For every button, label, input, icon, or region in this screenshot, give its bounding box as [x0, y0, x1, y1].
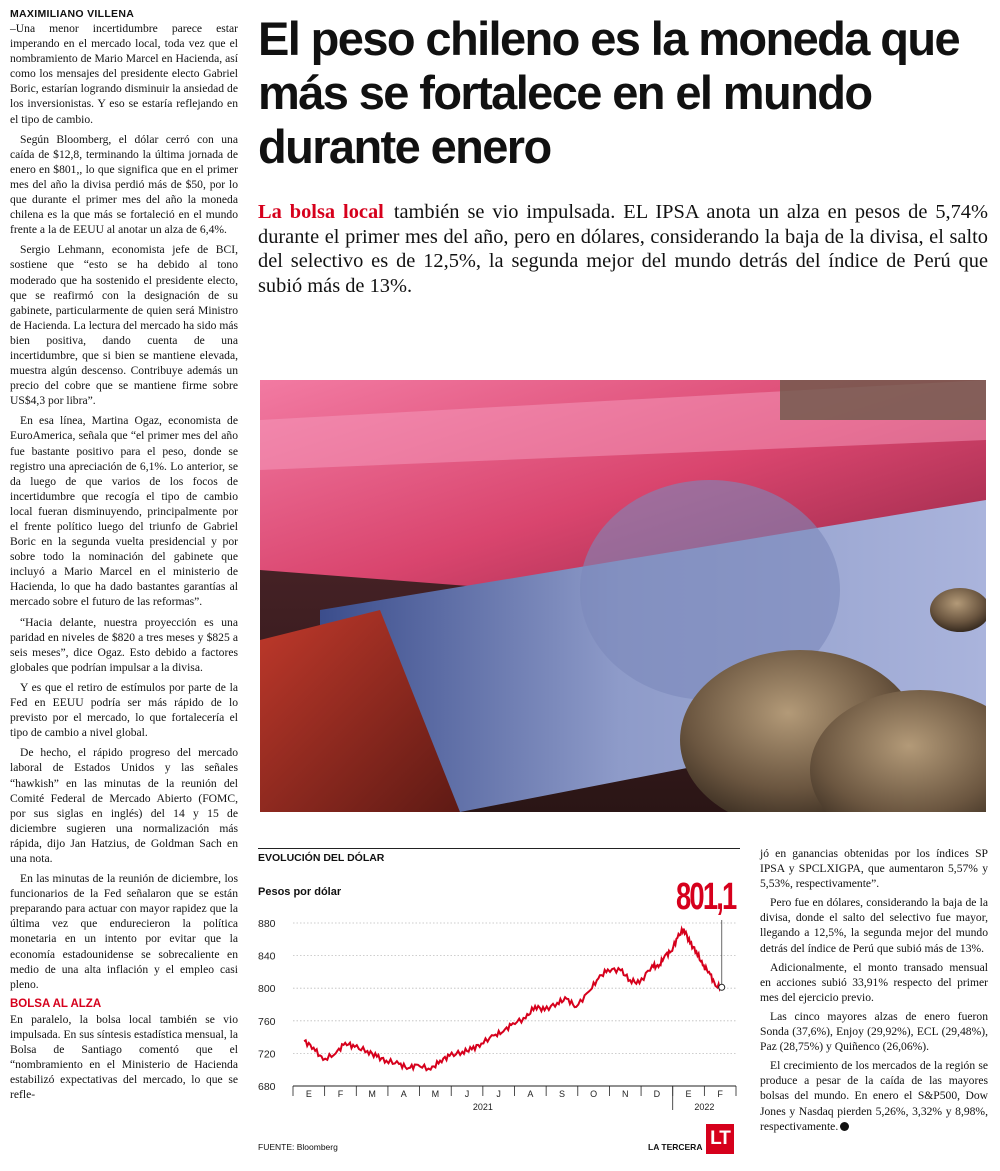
- byline: MAXIMILIANO VILLENA: [10, 8, 135, 20]
- chart-plot: [258, 840, 740, 1140]
- body-paragraph: En las minutas de la reunión de diciembre, los funcionarios de la Fed señalaron que se están preparando para actuar con mayor rapidez que la última vez que endurecieron la política monetaria en un intento por evitar que la economía estadounidense se sobrecaliente en medio de una alta inflación y el empleo casi pleno.: [10, 872, 238, 991]
- body-paragraph: Pero fue en dólares, considerando la baja de la divisa, donde el salto del selectivo fue mayor, llegando a 12,5%, la segunda mejor del mundo detrás del índice de Perú que subió más de 13%.: [760, 896, 988, 955]
- chart-x-tick-label: E: [305, 1089, 312, 1099]
- body-paragraph: En paralelo, la bolsa local también se vio impulsada. En sus síntesis estadística mensual, la Bolsa de Santiago comentó que el “nombramiento en el Ministerio de Hacienda estabilizó expectativas del mercado, lo que se refle-: [10, 1012, 238, 1102]
- body-paragraph: jó en ganancias obtenidas por los índices SP IPSA y SPCLXIGPA, que aumentaron 5,57% y 5,53%, respectivamente”.: [760, 847, 988, 891]
- body-paragraph: Las cinco mayores alzas de enero fueron Sonda (37,6%), Enjoy (29,92%), ECL (29,48%), Paz (28,75%) y Quiñenco (26,06%).: [760, 1009, 988, 1054]
- chart-highlight-value: 801,1: [676, 876, 736, 918]
- brand-name: LA TERCERA: [648, 1142, 703, 1152]
- chart-y-tick-label: 840: [258, 950, 276, 963]
- body-paragraph: De hecho, el rápido progreso del mercado laboral de Estados Unidos y las señales “hawkish” en las minutas de la reunión del Comité Federal de Mercado Abierto (FOMC, por sus siglas en inglés) del 14 y 15 de diciembre sugieren una normalización más rápida, dijo Jan Hatzius, de Goldman Sach en una nota.: [10, 746, 238, 865]
- chart-x-tick-label: J: [496, 1089, 501, 1099]
- body-paragraph: En esa línea, Martina Ogaz, economista de EuroAmerica, señala que “el primer mes del año fue bastante positivo para el peso, donde se registro una apreciación de 6,1%. Lo anterior, se da luego de que varios de los focos de incertidumbre que recogía el tipo de cambio local fueran disminuyendo, principalmente por el frente político luego del triunfo de Gabriel Boric en la segunda vuelta presidencial y por sobre todo la nominación del gabinete que incluyó a Mario Marcel en el ministerio de Hacienda, lo que ha dado bastantes garantías al mercado sobre el futuro de las reformas”.: [10, 414, 238, 609]
- chart-series-line: [304, 929, 722, 1070]
- headline: El peso chileno es la moneda que más se fortalece en el mundo durante enero: [258, 12, 960, 173]
- chart-x-tick-label: F: [717, 1089, 723, 1099]
- body-paragraph: “Hacia delante, nuestra proyección es una paridad en niveles de $820 a tres meses y $825 a seis meses”, dice Ogaz. Esto debido a factores globales que podrían impulsar a la divisa.: [10, 615, 238, 674]
- chart-end-point: [719, 984, 725, 990]
- chart-x-tick-label: A: [400, 1089, 407, 1099]
- chart-x-tick-label: O: [590, 1089, 598, 1099]
- dollar-chart: [258, 840, 740, 1160]
- chart-y-tick-label: 880: [258, 918, 276, 930]
- chart-x-tick-label: M: [431, 1089, 440, 1099]
- end-of-article-icon: [840, 1122, 849, 1131]
- chart-x-tick-label: A: [527, 1089, 534, 1099]
- chart-year-label: 2022: [694, 1102, 715, 1112]
- chart-y-tick-label: 720: [258, 1048, 276, 1061]
- brand-logo: LT: [706, 1124, 734, 1154]
- chart-source: FUENTE: Bloomberg: [258, 1142, 338, 1152]
- chart-x-tick-label: E: [685, 1089, 692, 1099]
- lead-paragraph: [258, 200, 988, 298]
- chart-y-label: Pesos por dólar: [258, 886, 342, 898]
- body-paragraph: Según Bloomberg, el dólar cerró con una caída de $12,8, terminando la última jornada de enero en $801,, lo que significa que en el primer mes del año la divisa perdió más de $50, por lo que durante el primer mes del año la moneda chilena es la que más se fortaleció en el mundo frente a la de EEUU al anotar un alza de 6,4%.: [10, 132, 238, 237]
- body-paragraph: [760, 1058, 988, 1133]
- body-paragraph: Adicionalmente, el monto transado mensual en acciones subió 33,91% respecto del primer mes del ejercicio previo.: [760, 960, 988, 1004]
- chart-x-tick-label: F: [337, 1089, 344, 1099]
- right-text-column: [760, 846, 988, 1138]
- left-text-column: [10, 8, 238, 1107]
- body-paragraph: Y es que el retiro de estímulos por parte de la Fed en EEUU podría ser más rápido de lo previsto por el mercado, lo que fortalecería el tipo de cambio a nivel global.: [10, 680, 238, 740]
- last-paragraph-text: El crecimiento de los mercados de la región se produce a pesar de la caída de las mayores bolsas del mundo. En enero el S&P500, Dow Jones y Nasdaq pierden 5,26%, 3,32% y 8,98%, respectivamente.: [760, 1059, 988, 1133]
- chart-x-tick-label: N: [622, 1089, 629, 1099]
- lead-kicker: La bolsa local: [258, 201, 384, 223]
- chart-y-tick-label: 800: [258, 983, 276, 996]
- body-paragraph: –Una menor incertidumbre parece estar imperando en el mercado local, toda vez que el nombramiento de Mario Marcel en Hacienda, así como los mensajes del presidente electo Gabriel Boric, estarían logrando disminuir la ansiedad de los inversionistas. Y eso se estaría reflejando en el tipo de cambio.: [10, 22, 238, 126]
- banknotes-coins-photo: [260, 380, 986, 812]
- chart-y-tick-label: 760: [258, 1015, 276, 1028]
- chart-x-tick-label: M: [368, 1089, 376, 1099]
- chart-x-tick-label: S: [558, 1089, 565, 1099]
- chart-x-tick-label: D: [653, 1089, 661, 1099]
- chart-title: EVOLUCIÓN DEL DÓLAR: [258, 852, 385, 864]
- body-paragraph: Sergio Lehmann, economista jefe de BCI, sostiene que “esto se ha debido al tono moderado que ha sostenido el presidente electo, que se reafirmó con la designación de su gabinete, particularmente de quien será Ministro de Hacienda. La lectura del mercado ha sido más bien positiva, dando cuenta de una incertidumbre, que si bien se mantiene elevada, muestra algún descenso. Contribuye además un precio del cobre que se mantiene firme sobre US$4,3 por libra”.: [10, 243, 238, 408]
- chart-x-tick-label: J: [464, 1089, 470, 1099]
- lead-text: también se vio impulsada. EL IPSA anota un alza en pesos de 5,74% durante el primer mes del año, pero en dólares, considerando la baja de la divisa, el salto del selectivo es de 12,5%, la segunda mejor del mundo detrás del índice de Perú que subió más de 13%.: [258, 201, 988, 297]
- section-subhead: BOLSA AL ALZA: [10, 997, 102, 1010]
- chart-year-label: 2021: [472, 1102, 493, 1112]
- chart-y-tick-label: 680: [258, 1081, 276, 1093]
